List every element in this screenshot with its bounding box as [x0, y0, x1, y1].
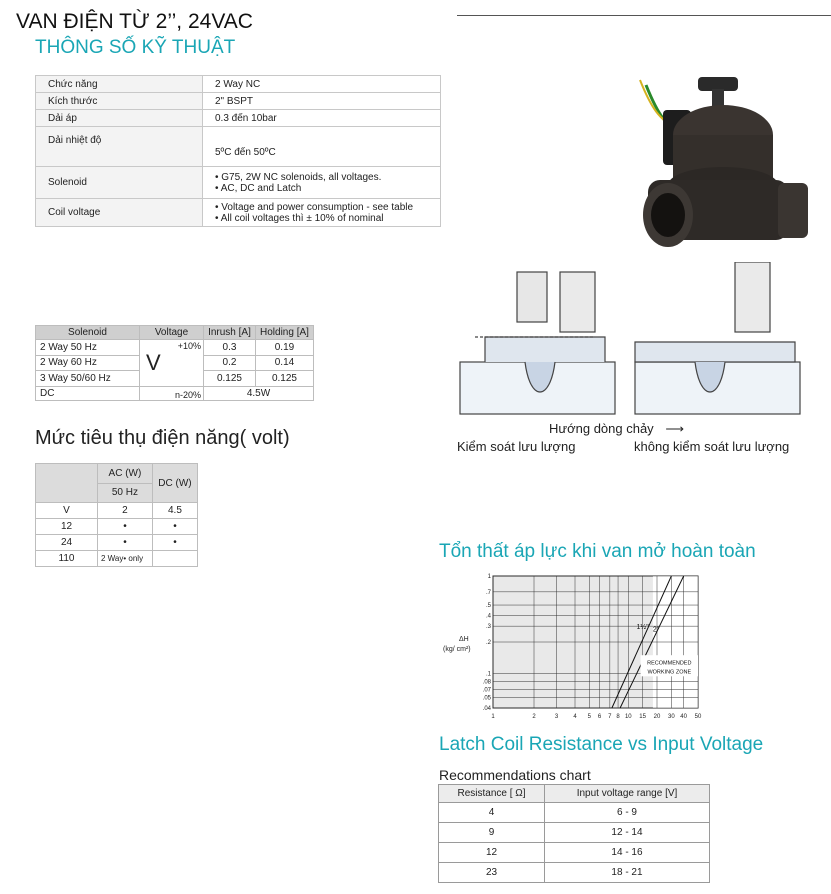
spec-key: Dải áp — [36, 110, 203, 127]
curve-label: 2" — [652, 626, 660, 634]
holding-value: 0.14 — [255, 355, 313, 371]
y-tick-label: .5 — [485, 603, 491, 610]
tolerance-minus: n-20% — [174, 390, 201, 400]
x-tick-label: 50 — [694, 714, 702, 720]
x-tick-label: 10 — [624, 714, 632, 720]
voltage-range: 18 - 21 — [545, 863, 710, 883]
y-tick-label: .08 — [482, 679, 491, 686]
x-tick-label: 20 — [653, 714, 661, 720]
spec-row — [36, 127, 441, 167]
resistance-value: 23 — [439, 863, 545, 883]
col-ac: AC (W) — [98, 464, 153, 484]
col-voltage: Voltage — [140, 326, 204, 340]
spec-heading: THÔNG SỐ KỸ THUẬT — [35, 37, 236, 58]
inrush-value: 0.2 — [204, 355, 256, 371]
col-inrush: Inrush [A] — [204, 326, 256, 340]
spec-key: Dải nhiệt độ — [36, 127, 203, 167]
divider-line — [457, 15, 831, 16]
spec-row — [36, 93, 441, 110]
arrow-right-icon: ⟶ — [665, 421, 684, 436]
x-tick-label: 15 — [639, 714, 646, 720]
spec-value: 2 Way NC — [203, 76, 441, 93]
x-tick-label: 1 — [491, 714, 495, 720]
col-resistance: Resistance [ Ω] — [439, 785, 545, 803]
table-row — [36, 535, 198, 551]
y-tick-label: .1 — [485, 671, 491, 678]
x-tick-label: 8 — [616, 714, 620, 720]
spec-row — [36, 199, 441, 227]
ac-value: 2 — [98, 503, 153, 519]
zone-label: RECOMMENDED — [647, 660, 692, 667]
voltage-label: 110 — [36, 551, 98, 567]
table-header-row — [439, 785, 710, 803]
resistance-value: 9 — [439, 823, 545, 843]
spec-value: 0.3 đến 10bar — [203, 110, 441, 127]
table-row — [439, 863, 710, 883]
solenoid-name: 2 Way 60 Hz — [36, 355, 140, 371]
col-holding: Holding [A] — [255, 326, 313, 340]
controlled-flow-label: Kiểm soát lưu lượng — [457, 439, 576, 454]
curve-label: 1½" — [636, 623, 649, 631]
voltage-range: 14 - 16 — [545, 843, 710, 863]
y-tick-label: .05 — [482, 695, 491, 702]
y-tick-label: .7 — [485, 589, 491, 596]
y-tick-label: .4 — [485, 613, 491, 620]
latch-title: Latch Coil Resistance vs Input Voltage — [439, 734, 764, 755]
x-tick-label: 6 — [597, 714, 602, 720]
holding-value: 0.125 — [255, 371, 313, 387]
col-input-voltage: Input voltage range [V] — [545, 785, 710, 803]
y-tick-label: .2 — [485, 640, 491, 646]
table-row — [36, 340, 314, 356]
table-header-row — [36, 464, 198, 484]
voltage-label: 24 — [36, 535, 98, 551]
col-dc: DC (W) — [152, 464, 197, 503]
pressure-loss-chart — [475, 572, 715, 722]
power-heading: Mức tiêu thụ điện năng( volt) — [35, 427, 290, 449]
col-solenoid: Solenoid — [36, 326, 140, 340]
flow-text: Hướng dòng chảy — [549, 421, 654, 436]
pressure-loss-title: Tổn thất áp lực khi van mở hoàn toàn — [439, 541, 756, 562]
spec-key: Solenoid — [36, 167, 203, 199]
y-tick-label: .04 — [482, 706, 491, 712]
x-tick-label: 40 — [680, 714, 687, 720]
uncontrolled-flow-label: không kiểm soát lưu lượng — [634, 439, 790, 454]
spec-value: • Voltage and power consumption - see table • All coil voltages thì ± 10% of nominal — [203, 199, 441, 227]
dc-value: • — [152, 519, 197, 535]
y-tick-label: .07 — [482, 687, 491, 694]
table-row — [439, 843, 710, 863]
table-row — [439, 803, 710, 823]
x-tick-label: 5 — [587, 714, 592, 720]
tolerance-plus: +10% — [177, 341, 201, 351]
spec-value: • G75, 2W NC solenoids, all voltages. • AC, DC and Latch — [203, 167, 441, 199]
table-header-row — [36, 326, 314, 340]
pressure-chart-yunit: (kg/ cm²) — [443, 646, 471, 653]
voltage-label: V — [36, 503, 98, 519]
solenoid-name: DC — [36, 387, 140, 401]
spec-key: Kích thước — [36, 93, 203, 110]
power-table — [35, 463, 198, 567]
resistance-value: 4 — [439, 803, 545, 823]
x-tick-label: 2 — [532, 714, 536, 720]
voltage-range: 6 - 9 — [545, 803, 710, 823]
table-row — [439, 823, 710, 843]
spec-value: 5ºC đến 50ºC — [203, 127, 441, 167]
voltage-symbol: V — [146, 350, 161, 375]
empty-header — [36, 464, 98, 503]
spec-row — [36, 167, 441, 199]
table-row — [36, 519, 198, 535]
table-row — [36, 551, 198, 567]
y-tick-label: 1 — [487, 574, 491, 580]
inrush-value: 0.125 — [204, 371, 256, 387]
ac-value: 2 Way• only — [98, 551, 153, 567]
latch-subtitle: Recommendations chart — [439, 767, 591, 783]
solenoid-name: 2 Way 50 Hz — [36, 340, 140, 356]
spec-table — [35, 75, 441, 227]
valve-cross-section-diagram — [455, 262, 805, 422]
pressure-chart-ylabel: ΔH — [459, 636, 469, 643]
resistance-value: 12 — [439, 843, 545, 863]
spec-row — [36, 76, 441, 93]
voltage-label: 12 — [36, 519, 98, 535]
spec-key: Chức năng — [36, 76, 203, 93]
page-title: VAN ĐIỆN TỪ 2’’, 24VAC — [16, 10, 253, 33]
voltage-cell — [140, 340, 204, 400]
spec-key: Coil voltage — [36, 199, 203, 227]
dc-value: • — [152, 535, 197, 551]
spec-value: 2" BSPT — [203, 93, 441, 110]
flow-direction-label — [549, 421, 684, 437]
x-tick-label: 3 — [554, 714, 559, 720]
ac-value: • — [98, 519, 153, 535]
latch-table — [438, 784, 710, 883]
x-tick-label: 30 — [668, 714, 675, 720]
solenoid-name: 3 Way 50/60 Hz — [36, 371, 140, 387]
holding-value: 0.19 — [255, 340, 313, 356]
col-hz: 50 Hz — [98, 483, 153, 503]
x-tick-label: 4 — [573, 714, 577, 720]
table-row — [36, 503, 198, 519]
inrush-value: 0.3 — [204, 340, 256, 356]
spec-row — [36, 110, 441, 127]
valve-photo — [628, 75, 823, 260]
dc-value: 4.5 — [152, 503, 197, 519]
zone-label: WORKING ZONE — [647, 669, 692, 676]
ac-value: • — [98, 535, 153, 551]
voltage-range: 12 - 14 — [545, 823, 710, 843]
x-tick-label: 7 — [608, 714, 612, 720]
dc-value — [152, 551, 197, 567]
dc-value: 4.5W — [204, 387, 314, 401]
y-tick-label: .3 — [485, 624, 491, 631]
solenoid-table — [35, 325, 314, 401]
